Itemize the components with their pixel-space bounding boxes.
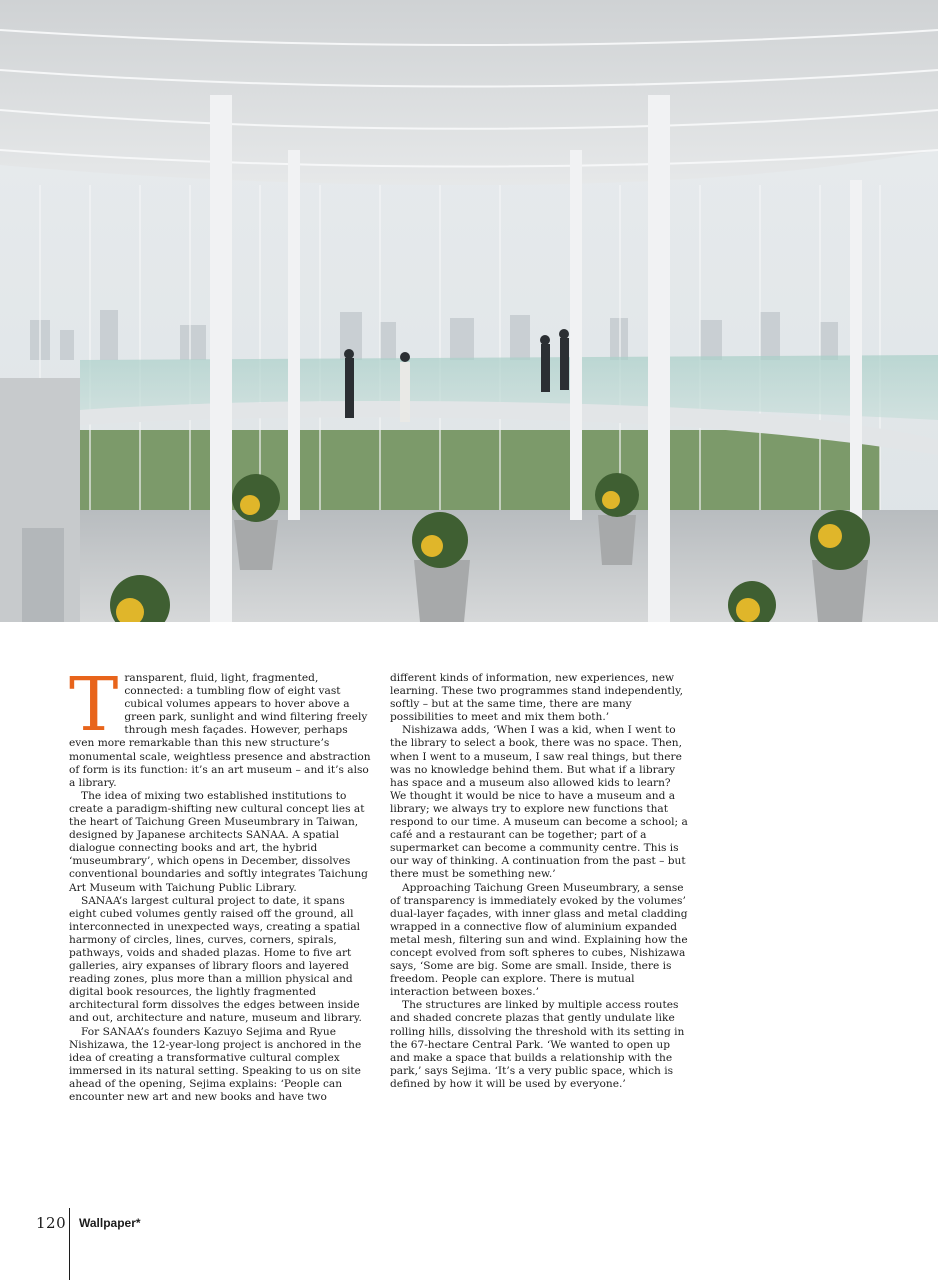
- article-paragraph: SANAA’s largest cultural project to date, it spans eight cubed volumes gently raised off the ground, all interconnected in unexpected ways, creating a spatial harmony of circles, lines, curves, corners, spirals, pathways, voids and shaded plazas. Home to five art galleries, airy expanses of library floors and layered reading zones, plus more than a million physical and digital book resources, the lightly fragmented architectural form dissolves the edges between inside and out, architecture and nature, museum and library.: [69, 894, 362, 1025]
- article-column-right: [390, 672, 690, 1091]
- article-paragraph: Approaching Taichung Green Museumbrary, a sense of transparency is immediately evoked by the volumes’ dual-layer façades, with inner glass and metal cladding wrapped in a connective flow of aluminium expanded metal mesh, filtering sun and wind. Explaining how the concept evolved from soft spheres to cubes, Nishizawa says, ‘Some are big. Some are small. Inside, there is freedom. People can explore. There is mutual interaction between boxes.’: [390, 881, 688, 999]
- article-paragraph: The structures are linked by multiple access routes and shaded concrete plazas that gently undulate like rolling hills, dissolving the threshold with its setting in the 67-hectare Central Park. ‘We wanted to open up and make a space that builds a relationship with the park,’ says Sejima. ‘It’s a very public space, which is defined by how it will be used by everyone.’: [390, 999, 685, 1090]
- photo-museumbrary-interior: [0, 0, 938, 622]
- magazine-name: Wallpaper*: [79, 1216, 141, 1230]
- dropcap: T: [69, 662, 119, 748]
- article-paragraph: For SANAA’s founders Kazuyo Sejima and Ryue Nishizawa, the 12-year-long project is anchored in the idea of creating a transformative cultural complex immersed in its natural setting. Speaking to us on site ahead of the opening, Sejima explains: ‘People can encounter new art and new books and have two: [69, 1025, 362, 1103]
- article-paragraph: Transparent, fluid, light, fragmented, connected: a tumbling flow of eight vast cubical volumes appears to hover above a green park, sunlight and wind filtering freely through mesh façades. However, perhaps even more remarkable than this new structure’s monumental scale, weightless presence and abstraction of form is its function: it’s an art museum – and it’s also a library.: [69, 662, 371, 789]
- article-column-left: [69, 662, 371, 1104]
- article-paragraph: Nishizawa adds, ‘When I was a kid, when I went to the library to select a book, there was no space. Then, when I went to a museum, I saw real things, but there was no knowledge behind them. But what if a library has space and a museum also allowed kids to learn? We thought it would be nice to have a museum and a library; we always try to explore new functions that respond to our time. A museum can become a school; a café and a restaurant can be together; part of a supermarket can become a community centre. This is our way of thinking. A continuation from the past – but there must be something new.’: [390, 724, 688, 881]
- page-number: 120: [36, 1214, 67, 1232]
- article-paragraph: The idea of mixing two established institutions to create a paradigm-shifting new cultural concept lies at the heart of Taichung Green Museumbrary in Taiwan, designed by Japanese architects SANAA. A spatial dialogue connecting books and art, the hybrid ‘museumbrary’, which opens in December, dissolves conventional boundaries and softly integrates Taichung Art Museum with Taichung Public Library.: [69, 789, 368, 894]
- photo-mesh-canopy: [0, 0, 938, 185]
- footer-divider: [69, 1208, 70, 1280]
- article-paragraph: different kinds of information, new experiences, new learning. These two programmes stand independently, softly – but at the same time, there are many possibilities to meet and mix them both.’: [390, 672, 684, 724]
